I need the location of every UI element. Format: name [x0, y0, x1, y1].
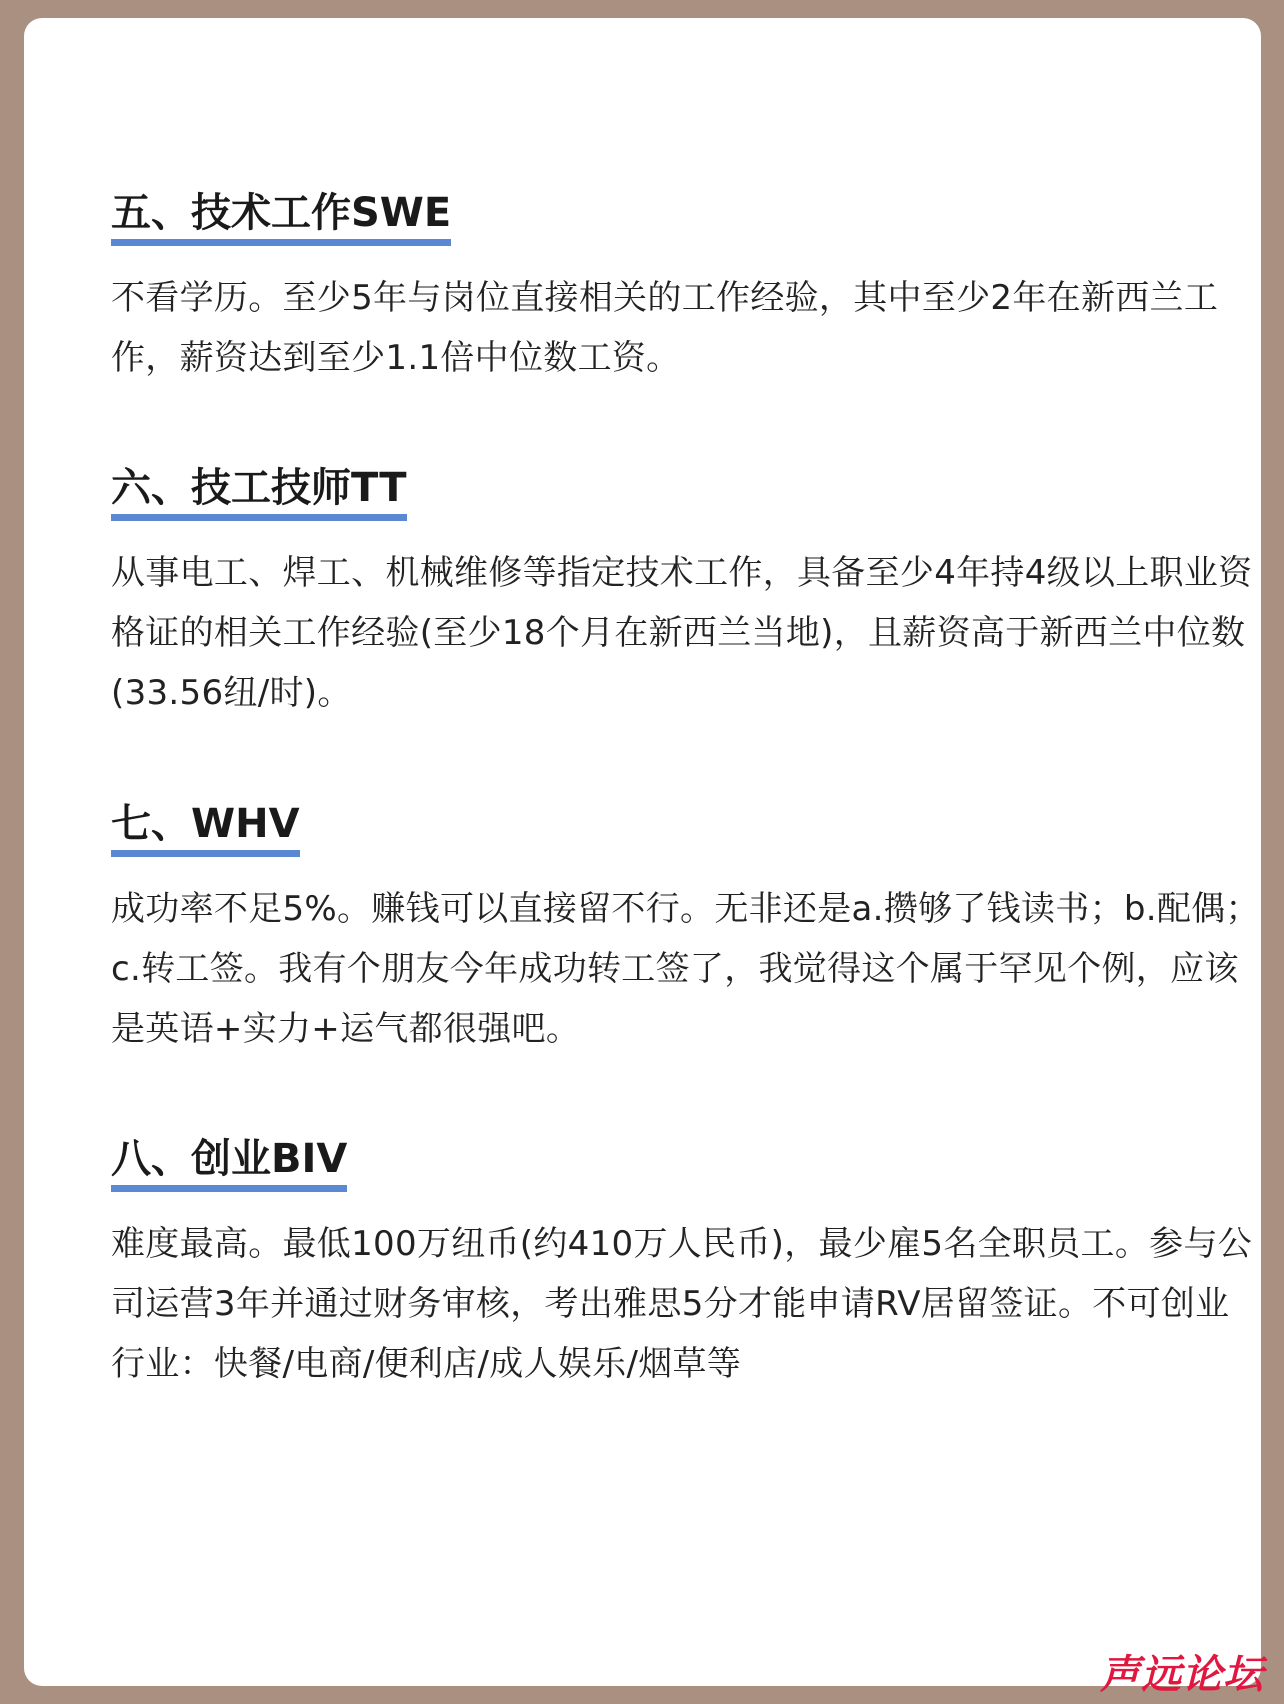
section-heading: 七、WHV	[111, 797, 300, 857]
section-whv	[111, 797, 1261, 1059]
section-heading: 五、技术工作SWE	[111, 186, 451, 246]
section-body: 成功率不足5%。赚钱可以直接留不行。无非还是a.攒够了钱读书；b.配偶；c.转工签。我有个朋友今年成功转工签了，我觉得这个属于罕见个例，应该是英语+实力+运气都很强吧。	[111, 889, 1260, 1049]
section-body: 难度最高。最低100万纽币(约410万人民币)，最少雇5名全职员工。参与公司运营3年并通过财务审核，考出雅思5分才能申请RV居留签证。不可创业行业：快餐/电商/便利店/成人娱乐/烟草等	[111, 1224, 1253, 1384]
content-card	[24, 18, 1261, 1686]
section-heading: 八、创业BIV	[111, 1132, 347, 1192]
section-swe	[111, 186, 1261, 388]
section-tt	[111, 461, 1261, 723]
section-heading: 六、技工技师TT	[111, 461, 407, 521]
section-biv	[111, 1132, 1261, 1394]
section-body: 从事电工、焊工、机械维修等指定技术工作，具备至少4年持4级以上职业资格证的相关工作经验(至少18个月在新西兰当地)，且薪资高于新西兰中位数(33.56纽/时)。	[111, 553, 1253, 713]
section-body: 不看学历。至少5年与岗位直接相关的工作经验，其中至少2年在新西兰工作，薪资达到至少1.1倍中位数工资。	[111, 278, 1219, 378]
watermark-logo: 声远论坛	[1100, 1652, 1264, 1698]
